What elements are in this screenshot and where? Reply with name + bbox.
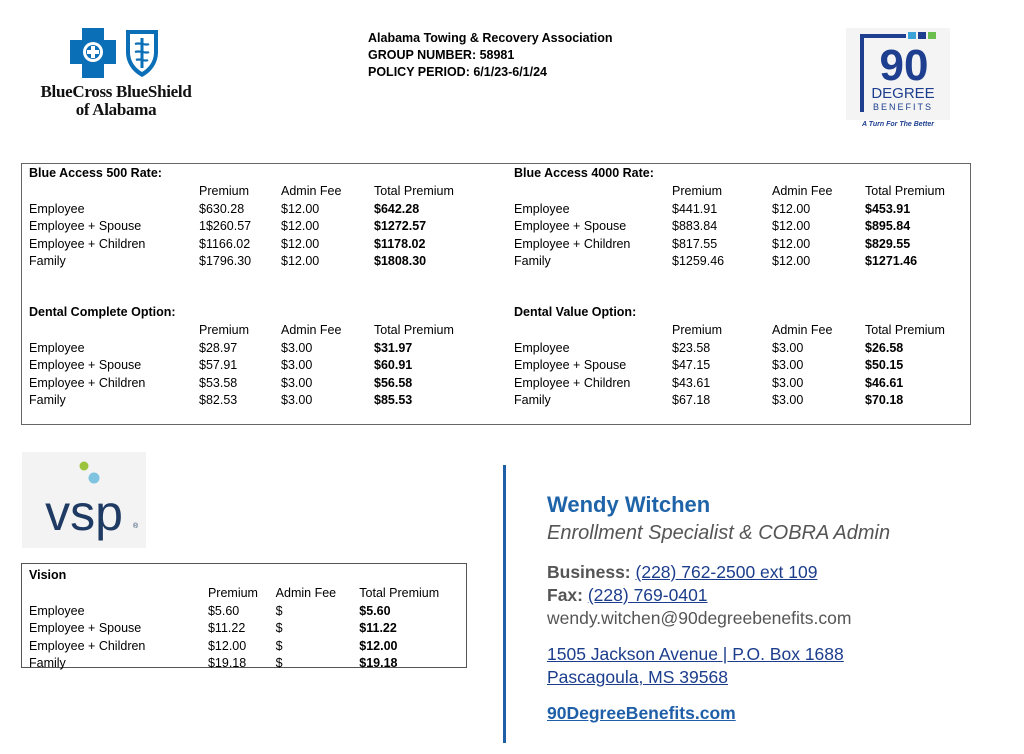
tier-label: Family [29, 393, 66, 407]
tier-label: Employee + Children [514, 375, 631, 390]
premium-value: $43.61 [672, 375, 711, 390]
premium-value: $1259.46 [672, 254, 725, 268]
admin-fee-value: $ [275, 621, 283, 635]
total-value: $1178.02 [374, 236, 426, 251]
ndb-number: 90 [879, 41, 929, 90]
contact-card [547, 492, 1007, 724]
column-header-total: Total Premium [865, 323, 945, 337]
total-value: $46.61 [865, 375, 904, 390]
column-header-admin-fee: Admin Fee [772, 323, 833, 337]
table-row [514, 236, 965, 254]
admin-fee-value: $3.00 [772, 375, 804, 390]
bcbs-name-line1: BlueCross BlueShield [40, 82, 192, 101]
admin-fee-value: $3.00 [281, 340, 313, 355]
bcbs-name-line2: of Alabama [75, 100, 157, 119]
admin-fee-value: $12.00 [281, 201, 320, 216]
total-value: $60.91 [374, 358, 413, 372]
plan-title: Blue Access 500 Rate: [29, 166, 162, 180]
table-row [29, 236, 474, 254]
total-value: $70.18 [865, 393, 904, 407]
tier-label: Family [514, 393, 551, 407]
ninety-degree-benefits-logo [846, 28, 950, 134]
contact-name: Wendy Witchen [547, 492, 711, 517]
premium-value: $57.91 [199, 358, 238, 372]
admin-fee-value: $12.00 [772, 254, 811, 268]
admin-fee-value: $12.00 [281, 254, 320, 268]
table-row [29, 201, 474, 219]
total-value: $642.28 [374, 201, 420, 216]
plan-title: Vision [29, 568, 67, 582]
table-header-row [29, 585, 459, 603]
admin-fee-value: $3.00 [772, 358, 804, 372]
ndb-word2: BENEFITS [872, 102, 934, 112]
plan-dental-value [514, 304, 965, 410]
premium-value: $441.91 [672, 201, 718, 216]
premium-value: $817.55 [672, 236, 718, 251]
total-value: $11.22 [359, 621, 397, 635]
column-header-admin-fee: Admin Fee [281, 184, 342, 198]
business-label: Business: [547, 562, 631, 582]
tier-label: Employee + Spouse [29, 358, 142, 372]
column-header-premium: Premium [672, 184, 723, 198]
tier-label: Family [29, 656, 66, 670]
total-value: $829.55 [865, 236, 911, 251]
table-row [514, 357, 965, 375]
association-name: Alabama Towing & Recovery Association [368, 31, 613, 45]
tier-label: Employee + Spouse [514, 219, 627, 233]
premium-value: $12.00 [207, 638, 247, 653]
premium-value: $1166.02 [199, 236, 251, 251]
admin-fee-value: $3.00 [281, 358, 313, 372]
bcbs-cross-shield-icon [70, 28, 162, 78]
rate-table [29, 322, 474, 410]
table-header-row [514, 183, 965, 201]
plan-blue-access-4000 [514, 165, 965, 271]
fax-phone-link[interactable]: (228) 769-0401 [587, 585, 708, 605]
table-row [514, 392, 965, 410]
tier-label: Employee + Children [29, 375, 146, 390]
total-value: $1271.46 [865, 254, 918, 268]
tier-label: Employee [29, 201, 85, 216]
contact-divider [503, 465, 506, 743]
premium-value: $23.58 [672, 340, 711, 355]
table-row [514, 253, 965, 271]
rate-table [29, 585, 459, 673]
tier-label: Employee + Children [29, 236, 146, 251]
premium-value: $67.18 [672, 393, 711, 407]
total-value: $12.00 [359, 638, 398, 653]
tier-label: Employee + Spouse [514, 358, 627, 372]
premium-value: $82.53 [199, 393, 238, 407]
total-value: $26.58 [865, 340, 904, 355]
tier-label: Family [29, 254, 66, 268]
vsp-logo-mark [22, 452, 146, 548]
rate-table [29, 183, 474, 271]
bcbs-wordmark [30, 83, 202, 119]
ninety-degree-logo-mark [846, 28, 950, 120]
group-number: GROUP NUMBER: 58981 [368, 48, 515, 62]
fax-line [547, 585, 1007, 608]
table-row [29, 253, 474, 271]
table-row [514, 201, 965, 219]
website-link[interactable]: 90DegreeBenefits.com [547, 703, 736, 723]
table-row [29, 357, 474, 375]
table-header-row [29, 322, 474, 340]
table-row [29, 218, 474, 236]
tier-label: Employee + Spouse [29, 621, 142, 635]
tier-label: Family [514, 254, 551, 268]
column-header-admin-fee: Admin Fee [772, 184, 833, 198]
table-row [29, 340, 474, 358]
total-value: $19.18 [359, 656, 398, 670]
premium-value: $28.97 [199, 340, 238, 355]
table-row [29, 603, 459, 621]
admin-fee-value: $3.00 [772, 393, 804, 407]
premium-value: $11.22 [207, 621, 246, 635]
rate-table-box [21, 163, 971, 425]
tier-label: Employee + Spouse [29, 219, 142, 233]
tier-label: Employee [29, 340, 85, 355]
table-row [29, 655, 459, 673]
table-row [29, 638, 459, 656]
column-header-total: Total Premium [374, 184, 454, 198]
premium-value: 1$260.57 [199, 219, 252, 233]
tier-label: Employee [514, 201, 570, 216]
admin-fee-value: $12.00 [772, 236, 811, 251]
admin-fee-value: $12.00 [281, 236, 320, 251]
tier-label: Employee [514, 340, 570, 355]
total-value: $50.15 [865, 358, 904, 372]
table-row [514, 218, 965, 236]
plan-title: Blue Access 4000 Rate: [514, 166, 654, 180]
column-header-admin-fee: Admin Fee [275, 586, 337, 600]
table-header-row [29, 183, 474, 201]
premium-value: $19.18 [207, 656, 247, 670]
column-header-premium: Premium [207, 586, 258, 600]
table-row [29, 375, 474, 393]
column-header-premium: Premium [199, 184, 250, 198]
admin-fee-value: $3.00 [772, 340, 804, 355]
column-header-total: Total Premium [359, 586, 440, 600]
table-row [514, 340, 965, 358]
column-header-admin-fee: Admin Fee [281, 323, 342, 337]
tier-label: Employee + Children [29, 638, 146, 653]
business-phone-line [547, 562, 1007, 585]
table-row [29, 392, 474, 410]
total-value: $31.97 [374, 340, 413, 355]
premium-value: $47.15 [672, 358, 711, 372]
premium-value: $630.28 [199, 201, 245, 216]
total-value: $85.53 [374, 393, 413, 407]
premium-value: $53.58 [199, 375, 238, 390]
plan-title: Dental Complete Option: [29, 305, 176, 319]
column-header-premium: Premium [672, 323, 723, 337]
svg-text:®: ® [133, 523, 139, 530]
contact-role: Enrollment Specialist & COBRA Admin [547, 522, 891, 544]
column-header-premium: Premium [199, 323, 250, 337]
total-value: $56.58 [374, 375, 413, 390]
bcbs-logo [30, 28, 202, 120]
plan-dental-complete [29, 304, 474, 410]
total-value: $453.91 [865, 201, 911, 216]
plan-blue-access-500 [29, 165, 474, 271]
policy-period: POLICY PERIOD: 6/1/23-6/1/24 [368, 65, 548, 79]
premium-value: $1796.30 [199, 254, 252, 268]
rate-table [514, 183, 965, 271]
ndb-tagline: A Turn For The Better [862, 121, 934, 128]
vision-rate-box [21, 563, 467, 668]
vsp-wordmark: vsp [45, 485, 123, 541]
admin-fee-value: $ [275, 656, 283, 670]
tier-label: Employee [29, 603, 85, 618]
premium-value: $5.60 [207, 603, 240, 618]
total-value: $5.60 [359, 603, 391, 618]
table-row [29, 620, 459, 638]
admin-fee-value: $3.00 [281, 375, 313, 390]
tier-label: Employee + Children [514, 236, 631, 251]
admin-fee-value: $12.00 [772, 201, 811, 216]
table-header-row [514, 322, 965, 340]
email-address[interactable]: wendy.witchen@90degreebenefits.com [547, 608, 852, 628]
admin-fee-value: $ [275, 603, 283, 618]
total-value: $895.84 [865, 219, 911, 233]
table-row [514, 375, 965, 393]
admin-fee-value: $ [275, 638, 283, 653]
total-value: $1272.57 [374, 219, 427, 233]
group-info [368, 30, 613, 81]
address-line2[interactable]: Pascagoula, MS 39568 [547, 667, 728, 687]
column-header-total: Total Premium [865, 184, 945, 198]
admin-fee-value: $3.00 [281, 393, 313, 407]
total-value: $1808.30 [374, 254, 427, 268]
plan-title: Dental Value Option: [514, 305, 637, 319]
ndb-word1: DEGREE [871, 85, 935, 102]
admin-fee-value: $12.00 [772, 219, 811, 233]
rate-table [514, 322, 965, 410]
fax-label: Fax: [547, 585, 583, 605]
admin-fee-value: $12.00 [281, 219, 320, 233]
business-phone-link[interactable]: (228) 762-2500 ext 109 [635, 562, 818, 582]
vsp-logo [22, 452, 146, 548]
premium-value: $883.84 [672, 219, 718, 233]
column-header-total: Total Premium [374, 323, 454, 337]
address-line1[interactable]: 1505 Jackson Avenue | P.O. Box 1688 [547, 644, 844, 664]
